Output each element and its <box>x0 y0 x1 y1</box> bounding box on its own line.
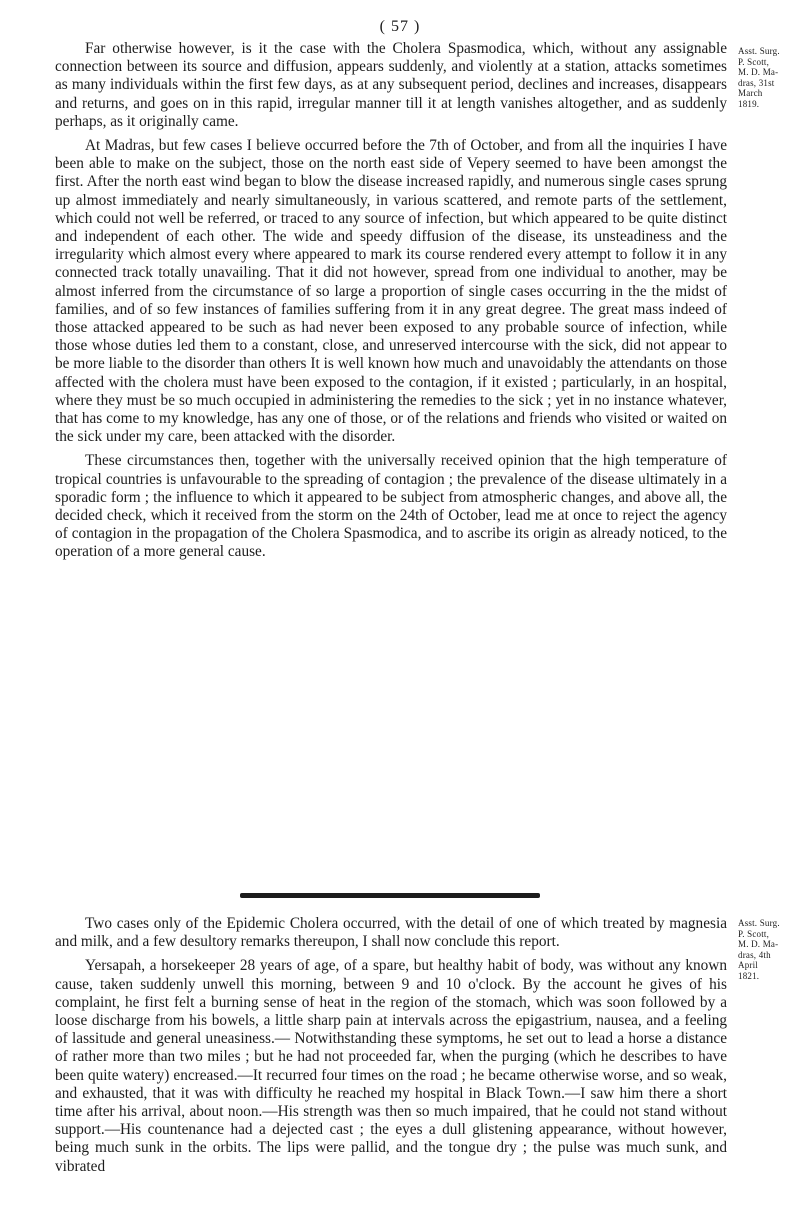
margin-note-line: 1819. <box>738 98 760 109</box>
margin-note-author-date <box>738 46 798 109</box>
page-number: ( 57 ) <box>379 18 421 35</box>
margin-note-line: March <box>738 88 763 98</box>
section-divider <box>240 893 540 898</box>
margin-note-line: April <box>738 960 758 970</box>
margin-note-line: Asst. Surg. <box>738 46 780 56</box>
paragraph: These circumstances then, together with the universally received opinion that the high temperature of tropical countries is unfavourable to the spreading of contagion ; the prevalence of the disease ultimately in a sporadic form ; the influence to which it appeared to be subject from atmospheric changes, and above all, the decided check, which it received from the storm on the 24th of October, lead me at once to reject the agency of contagion in the propagation of the Cholera Spasmodica, and to ascribe its origin as already noticed, to the operation of a more general cause. <box>55 452 727 561</box>
section-2-text <box>55 915 727 1176</box>
margin-note-line: P. Scott, <box>738 56 770 67</box>
margin-note-line: M. D. Ma- <box>738 67 779 77</box>
paragraph: Far otherwise however, is it the case with the Cholera Spasmodica, which, without any assignable connection between its source and diffusion, appears suddenly, and violently at a station, attacks sometimes as many individuals within the first few days, as at any subsequent period, declines and increases, disappears and returns, and goes on in this rapid, irregular manner till it at length vanishes altogether, and as suddenly perhaps, as it originally came. <box>55 40 727 130</box>
margin-note-author-date <box>738 918 798 981</box>
section-1-text <box>55 40 727 562</box>
margin-note-line: P. Scott, <box>738 928 770 939</box>
paragraph: At Madras, but few cases I believe occurred before the 7th of October, and from all the inquiries I have been able to make on the subject, those on the north east side of Vepery seemed to have been amongst the first. After the north east wind began to blow the disease increased rapidly, and numerous single cases sprung up almost immediately and nearly simultaneously, in various scattered, and remote parts of the settlement, which could not well be referred, or traced to any source of infection, but which appeared to be quite distinct and independent of each other. The wide and speedy diffusion of the disease, its unsteadiness and the irregularity which almost every where appeared to mark its course rendered every attempt to follow it in any connected track totally unavailing. That it did not however, spread from one individual to another, may be almost inferred from the circumstance of so large a proportion of single cases occurring in the the midst of families, and of so few instances of families suffering from it in any great degree. The great mass indeed of those attacked appeared to be such as had never been exposed to any probable source of infection, while those whose duties led them to a constant, close, and unreserved intercourse with the sick, did not appear to be more liable to the disorder than others It is well known how much and unavoidably the attendants on those affected with the cholera must have been exposed to the contagion, if it existed ; particularly, in an hospital, where they must be so much occupied in administering the remedies to the sick ; yet in no instance whatever, that has come to my knowledge, has any one of those, or of the relations and friends who visited or waited on the sick under my care, been attacked with the disorder. <box>55 137 727 446</box>
paragraph: Two cases only of the Epidemic Cholera occurred, with the detail of one of which treated by magnesia and milk, and a few desultory remarks thereupon, I shall now conclude this report. <box>55 915 727 951</box>
paragraph: Yersapah, a horsekeeper 28 years of age, of a spare, but healthy habit of body, was without any known cause, taken suddenly unwell this morning, between 9 and 10 o'clock. By the account he gives of his complaint, he first felt a burning sense of heat in the region of the stomach, which was soon followed by a loose discharge from his bowels, a little sharp pain at intervals across the epigastrium, nausea, and a feeling of lassitude and general uneasiness.— Notwithstanding these symptoms, he set out to lead a horse a distance of rather more than two miles ; but he had not proceeded far, when the purging (which he describes to have been quite watery) encreased.—It recurred four times on the road ; he became otherwise worse, and so weak, and exhausted, that it was with difficulty he reached my hospital in Black Town.—I saw him there a short time after his arrival, about noon.—His strength was then so much impaired, that he could not stand without support.—His countenance had a dejected cast ; the eyes a dull glistening appearance, without however, being much sunk in the orbits. The lips were pallid, and the tongue dry ; the pulse was much sunk, and vibrated <box>55 957 727 1175</box>
margin-note-line: 1821. <box>738 970 760 981</box>
margin-note-line: dras, 31st <box>738 77 775 88</box>
margin-note-line: Asst. Surg. <box>738 918 780 928</box>
margin-note-line: M. D. Ma- <box>738 939 779 949</box>
margin-note-line: dras, 4th <box>738 949 771 960</box>
